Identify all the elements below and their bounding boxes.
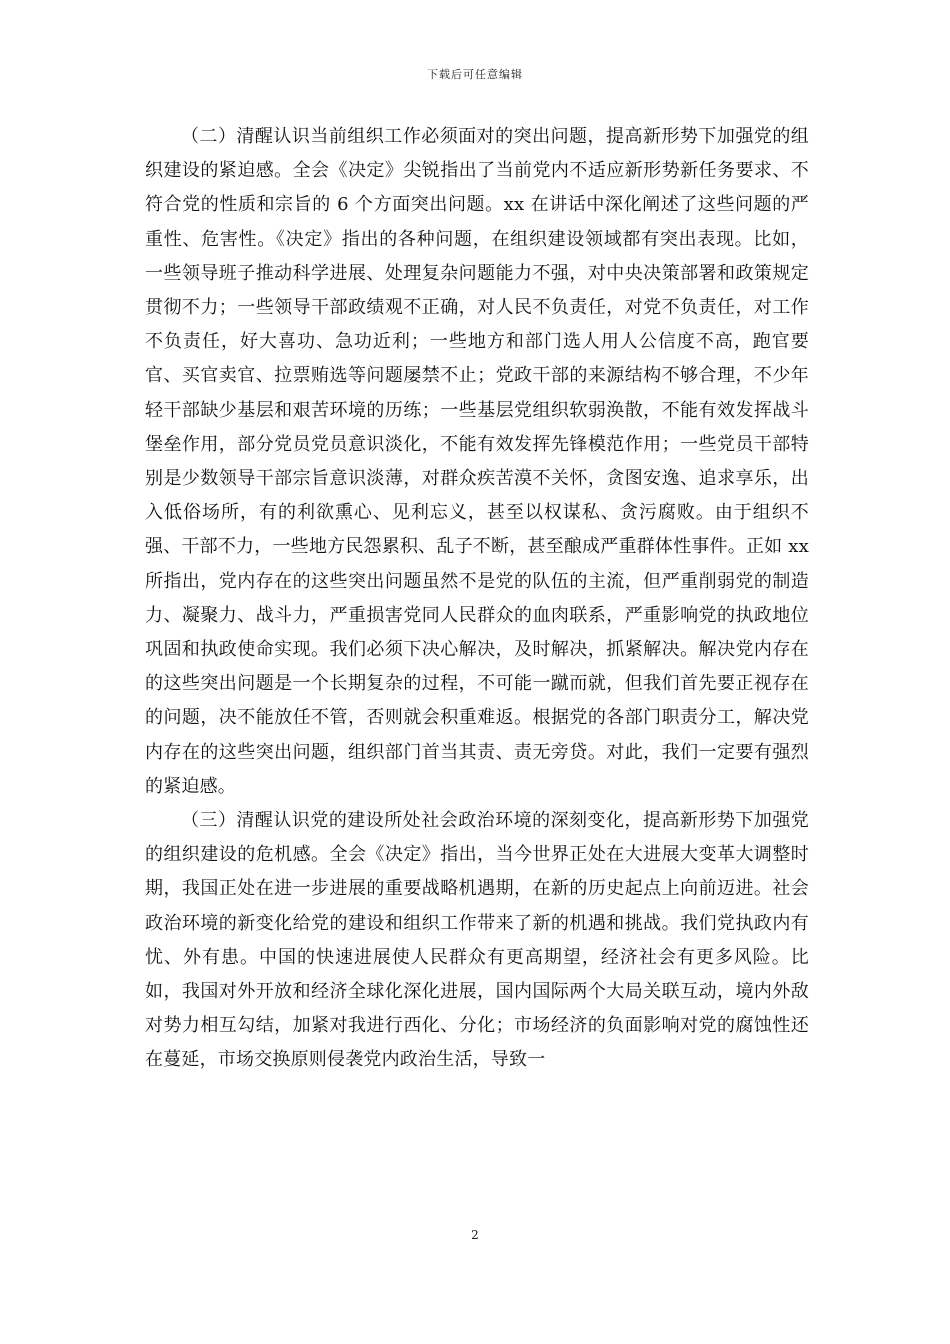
document-body: [145, 120, 809, 1078]
paragraph-section-two: （二）清醒认识当前组织工作必须面对的突出问题，提高新形势下加强党的组织建设的紧迫感。全会《决定》尖锐指出了当前党内不适应新形势新任务要求、不符合党的性质和宗旨的 6 个方面突出问题。xx 在讲话中深化阐述了这些问题的严重性、危害性。《决定》指出的各种问题，在组织建设领域都有突出表现。比如，一些领导班子推动科学进展、处理复杂问题能力不强，对中央决策部署和政策规定贯彻不力；一些领导干部政绩观不正确，对人民不负责任，对党不负责任，对工作不负责任，好大喜功、急功近利；一些地方和部门选人用人公信度不高，跑官要官、买官卖官、拉票贿选等问题屡禁不止；党政干部的来源结构不够合理，不少年轻干部缺少基层和艰苦环境的历练；一些基层党组织软弱涣散，不能有效发挥战斗堡垒作用，部分党员党员意识淡化，不能有效发挥先锋模范作用；一些党员干部特别是少数领导干部宗旨意识淡薄，对群众疾苦漠不关怀，贪图安逸、追求享乐，出入低俗场所，有的利欲熏心、见利忘义，甚至以权谋私、贪污腐败。由于组织不强、干部不力，一些地方民怨累积、乱子不断，甚至酿成严重群体性事件。正如 xx 所指出，党内存在的这些突出问题虽然不是党的队伍的主流，但严重削弱党的制造力、凝聚力、战斗力，严重损害党同人民群众的血肉联系，严重影响党的执政地位巩固和执政使命实现。我们必须下决心解决，及时解决，抓紧解决。解决党内存在的这些突出问题是一个长期复杂的过程，不可能一蹴而就，但我们首先要正视存在的问题，决不能放任不管，否则就会积重难返。根据党的各部门职责分工，解决党内存在的这些突出问题，组织部门首当其责、责无旁贷。对此，我们一定要有强烈的紧迫感。: [145, 126, 809, 797]
paragraph-section-three: （三）清醒认识党的建设所处社会政治环境的深刻变化，提高新形势下加强党的组织建设的危机感。全会《决定》指出，当今世界正处在大进展大变革大调整时期，我国正处在进一步进展的重要战略机遇期，在新的历史起点上向前迈进。社会政治环境的新变化给党的建设和组织工作带来了新的机遇和挑战。我们党执政内有忧、外有患。中国的快速进展使人民群众有更高期望，经济社会有更多风险。比如，我国对外开放和经济全球化深化进展，国内国际两个大局关联互动，境内外敌对势力相互勾结，加紧对我进行西化、分化；市场经济的负面影响对党的腐蚀性还在蔓延，市场交换原则侵袭党内政治生活，导致一: [145, 810, 809, 1071]
page-header: 下载后可任意编辑: [427, 68, 523, 81]
page-number: 2: [471, 1228, 479, 1242]
